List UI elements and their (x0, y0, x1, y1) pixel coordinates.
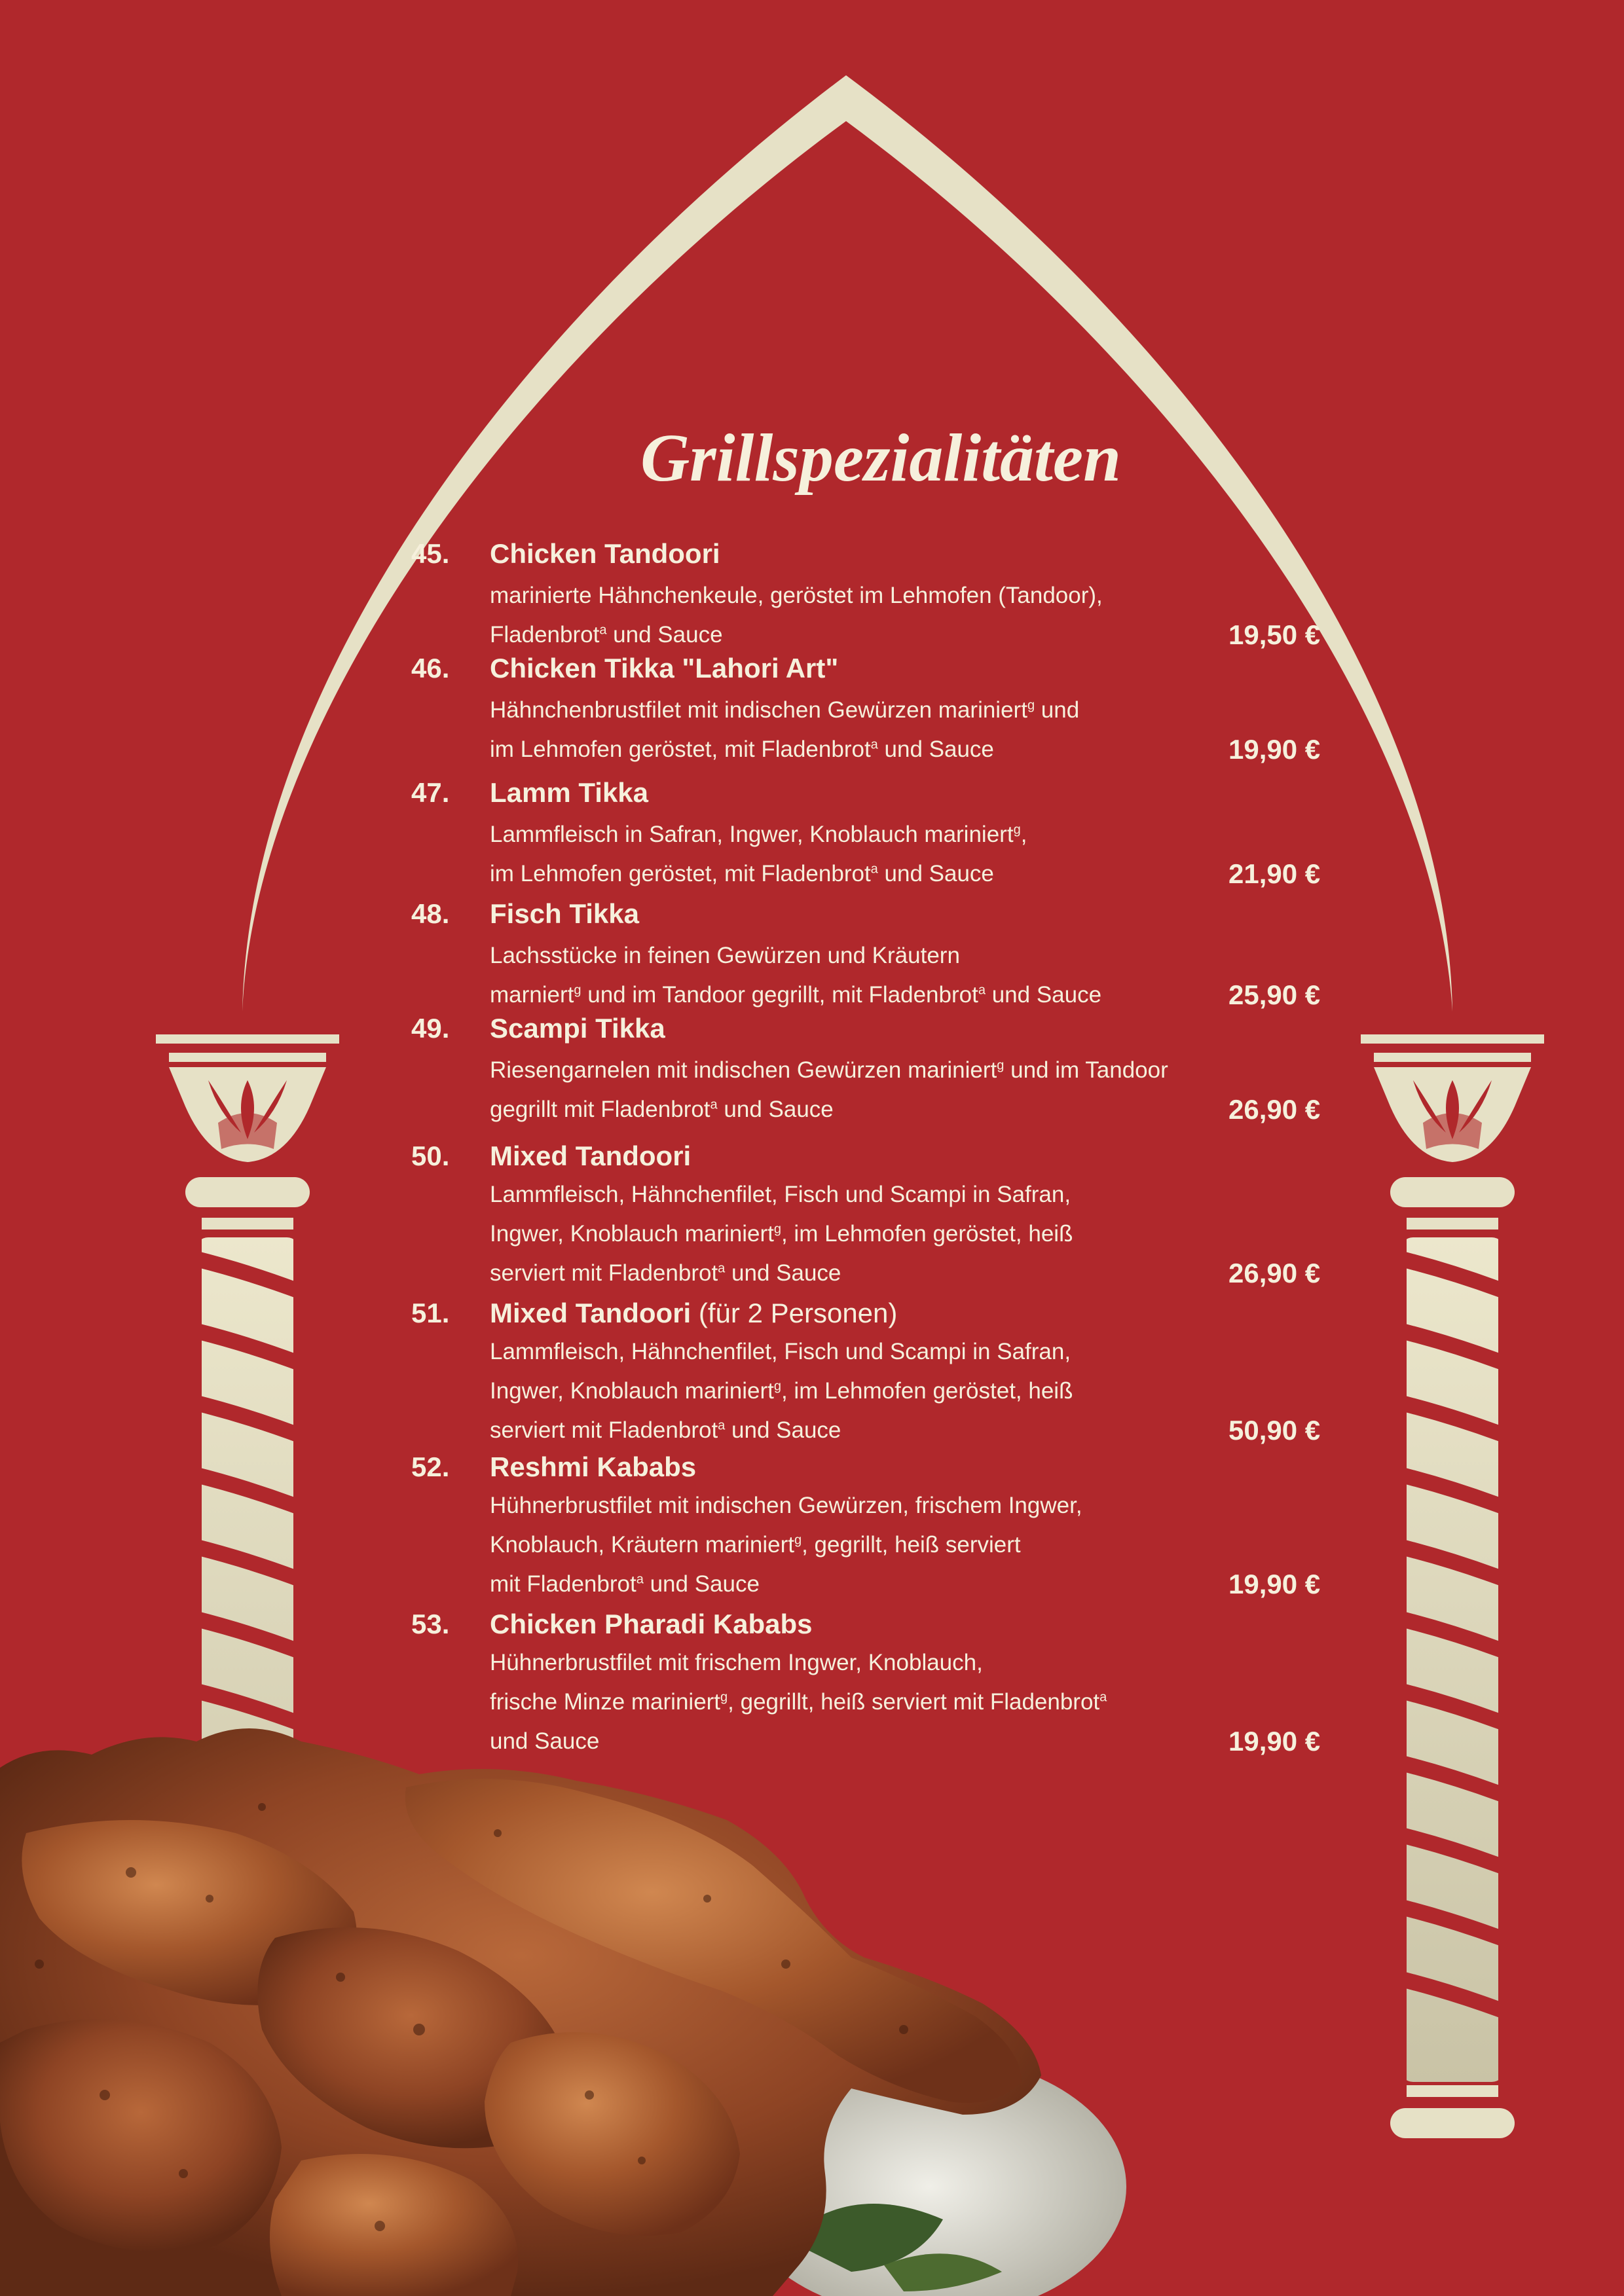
item-description-line: Lammfleisch in Safran, Ingwer, Knoblauch mariniert$^g$, (490, 822, 1027, 847)
allergen-marker: a (978, 983, 986, 998)
allergen-marker: g (1027, 698, 1035, 713)
item-note: (für 2 Personen) (691, 1298, 898, 1328)
item-title: Mixed Tandoori (490, 1298, 692, 1328)
allergen-marker: a (870, 862, 878, 877)
item-name (490, 1011, 665, 1046)
item-title: Mixed Tandoori (490, 1140, 692, 1171)
item-price: 21,90 € (1228, 858, 1321, 889)
item-number: 51. (411, 1298, 450, 1328)
item-description-line: Ingwer, Knoblauch mariniert$^g$, im Lehmofen geröstet, heiß (490, 1221, 1073, 1247)
item-description-line: Hühnerbrustfilet mit frischem Ingwer, Knoblauch, (490, 1650, 983, 1675)
item-description-line: gegrillt mit Fladenbrot$^a$ und Sauce (490, 1097, 834, 1122)
item-description-line: und Sauce (490, 1728, 600, 1754)
allergen-marker: a (1099, 1690, 1107, 1705)
allergen-marker: g (997, 1058, 1005, 1073)
right-column-ornament (1361, 1034, 1544, 2219)
allergen-marker: g (773, 1379, 781, 1394)
item-price: 19,90 € (1228, 734, 1321, 765)
allergen-marker: g (574, 983, 581, 998)
item-name (490, 897, 639, 931)
allergen-marker: a (870, 737, 878, 752)
allergen-marker: g (720, 1690, 728, 1705)
item-title: Chicken Tikka "Lahori Art" (490, 653, 839, 683)
item-number: 45. (411, 538, 450, 569)
item-description-line: marinierte Hähnchenkeule, geröstet im Lehmofen (Tandoor), (490, 583, 1103, 608)
allergen-marker: a (599, 623, 607, 638)
item-number: 46. (411, 653, 450, 683)
allergen-marker: g (773, 1222, 781, 1237)
item-title: Chicken Pharadi Kababs (490, 1609, 813, 1639)
item-price: 19,90 € (1228, 1569, 1321, 1599)
item-description-line: Hähnchenbrustfilet mit indischen Gewürzen mariniert$^g$ und (490, 697, 1080, 723)
item-description-line: Riesengarnelen mit indischen Gewürzen mariniert$^g$ und im Tandoor (490, 1057, 1168, 1083)
item-price: 50,90 € (1228, 1415, 1321, 1446)
item-description-line: serviert mit Fladenbrot$^a$ und Sauce (490, 1260, 841, 1286)
item-title: Fisch Tikka (490, 898, 640, 929)
item-title: Lamm Tikka (490, 777, 649, 808)
item-description-line: im Lehmofen geröstet, mit Fladenbrot$^a$ und Sauce (490, 861, 994, 886)
item-title: Reshmi Kababs (490, 1451, 697, 1482)
item-description-line: frische Minze mariniert$^g$, gegrillt, heiß serviert mit Fladenbrot$^a$ (490, 1689, 1107, 1715)
item-number: 52. (411, 1451, 450, 1482)
item-name (490, 651, 838, 685)
item-description-line: mit Fladenbrot$^a$ und Sauce (490, 1571, 760, 1597)
item-title: Scampi Tikka (490, 1013, 665, 1044)
item-title: Chicken Tandoori (490, 538, 720, 569)
item-price: 26,90 € (1228, 1258, 1321, 1288)
allergen-marker: a (636, 1572, 644, 1587)
item-description-line: Knoblauch, Kräutern mariniert$^g$, gegrillt, heiß serviert (490, 1532, 1021, 1558)
roast-chicken-photo (0, 1728, 1126, 2296)
item-description-line: Lachsstücke in feinen Gewürzen und Kräutern (490, 943, 960, 968)
item-description-line: Fladenbrot$^a$ und Sauce (490, 622, 723, 647)
allergen-marker: a (710, 1097, 718, 1112)
item-number: 47. (411, 777, 450, 808)
item-price: 19,90 € (1228, 1726, 1321, 1757)
item-price: 19,50 € (1228, 619, 1321, 650)
item-number: 49. (411, 1013, 450, 1044)
page-title: Grillspezialitäten (640, 420, 1121, 496)
allergen-marker: g (794, 1533, 802, 1548)
item-description-line: Hühnerbrustfilet mit indischen Gewürzen, frischem Ingwer, (490, 1493, 1082, 1518)
item-name (490, 1139, 691, 1173)
allergen-marker: a (718, 1418, 726, 1433)
item-price: 25,90 € (1228, 979, 1321, 1010)
item-number: 48. (411, 898, 450, 929)
item-number: 50. (411, 1140, 450, 1171)
item-price: 26,90 € (1228, 1094, 1321, 1125)
item-description-line: serviert mit Fladenbrot$^a$ und Sauce (490, 1417, 841, 1443)
allergen-marker: g (1013, 822, 1021, 837)
item-description-line: Ingwer, Knoblauch mariniert$^g$, im Lehmofen geröstet, heiß (490, 1378, 1073, 1404)
item-name (490, 776, 648, 810)
item-description-line: Lammfleisch, Hähnchenfilet, Fisch und Scampi in Safran, (490, 1182, 1071, 1207)
item-number: 53. (411, 1609, 450, 1639)
item-name (490, 1607, 813, 1641)
item-description-line: marniert$^g$ und im Tandoor gegrillt, mit Fladenbrot$^a$ und Sauce (490, 982, 1102, 1008)
item-name (490, 537, 720, 571)
item-description-line: im Lehmofen geröstet, mit Fladenbrot$^a$ und Sauce (490, 737, 994, 762)
item-name (490, 1450, 696, 1484)
allergen-marker: a (718, 1261, 726, 1276)
item-description-line: Lammfleisch, Hähnchenfilet, Fisch und Scampi in Safran, (490, 1339, 1071, 1364)
item-name (490, 1296, 897, 1330)
